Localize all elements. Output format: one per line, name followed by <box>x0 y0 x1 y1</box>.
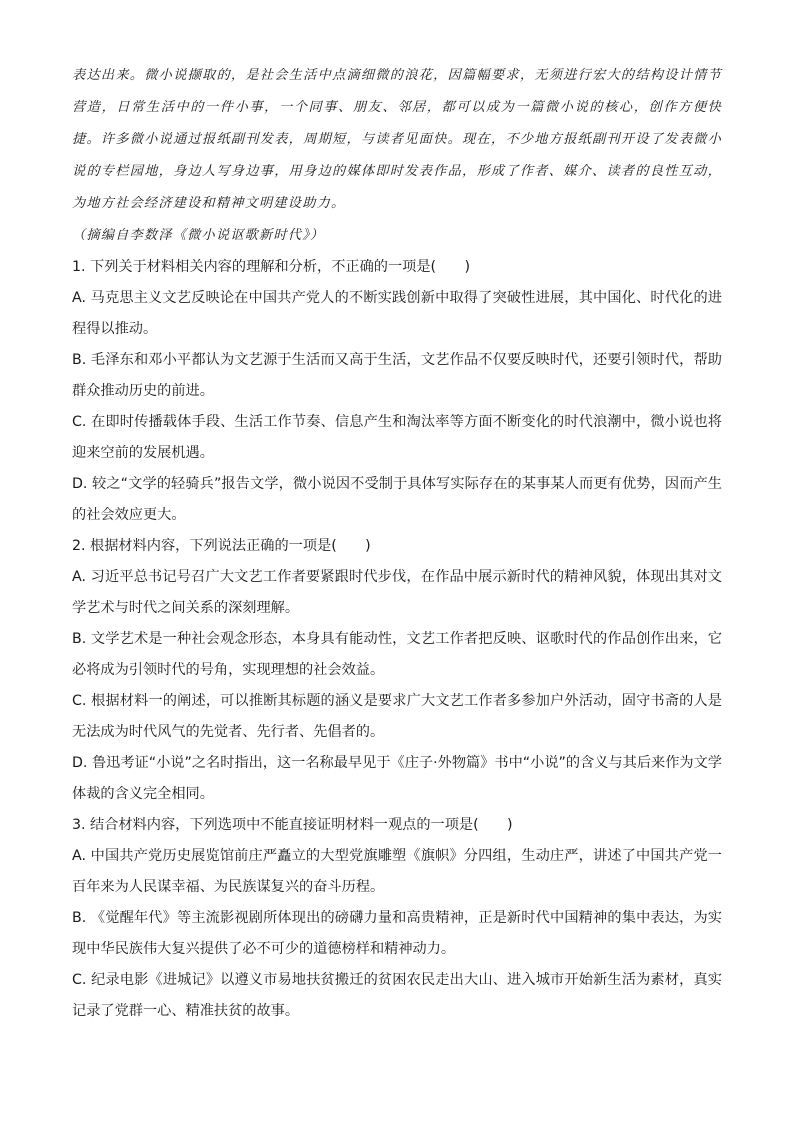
reading-passage <box>72 60 722 252</box>
exam-page <box>72 60 722 1027</box>
option-a: A. 习近平总书记号召广大文艺工作者要紧跟时代步伐，在作品中展示新时代的精神风貌，体现出其对文学艺术与时代之间关系的深刻理解。 <box>72 569 722 616</box>
option-a: A. 中国共产党历史展览馆前庄严矗立的大型党旗雕塑《旗帜》分四组，生动庄严，讲述了中国共产党一百年来为人民谋幸福、为民族谋复兴的奋斗历程。 <box>72 848 722 895</box>
option-c: C. 纪录电影《进城记》以遵义市易地扶贫搬迁的贫困农民走出大山、进入城市开始新生活为素材，真实记录了党群一心、精准扶贫的故事。 <box>72 972 722 1019</box>
option-d: D. 鲁迅考证“小说”之名时指出，这一名称最早见于《庄子·外物篇》书中“小说”的含义与其后来作为文学体裁的含义完全相同。 <box>72 755 722 802</box>
question-stem: 1. 下列关于材料相关内容的理解和分析，不正确的一项是( ) <box>72 259 470 275</box>
option-b: B. 文学艺术是一种社会观念形态，本身具有能动性，文艺工作者把反映、讴歌时代的作品创作出来，它必将成为引领时代的号角，实现理想的社会效益。 <box>72 631 722 678</box>
passage-source-citation: （摘编自李数泽《微小说讴歌新时代》） <box>72 228 325 243</box>
option-c: C. 根据材料一的阐述，可以推断其标题的涵义是要求广大文艺工作者多参加户外活动，固守书斋的人是无法成为时代风气的先觉者、先行者、先倡者的。 <box>72 693 722 740</box>
option-b: B. 《觉醒年代》等主流影视剧所体现出的磅礴力量和高贵精神，正是新时代中国精神的集中表达，为实现中华民族伟大复兴提供了必不可少的道德榜样和精神动力。 <box>72 910 722 957</box>
question-2 <box>72 531 722 810</box>
question-stem: 2. 根据材料内容，下列说法正确的一项是( ) <box>72 538 371 554</box>
question-3 <box>72 810 722 1027</box>
option-d: D. 较之“文学的轻骑兵”报告文学，微小说因不受制于具体写实际存在的某事某人而更有优势，因而产生的社会效应更大。 <box>72 476 722 523</box>
question-stem: 3. 结合材料内容，下列选项中不能直接证明材料一观点的一项是( ) <box>72 817 513 833</box>
option-a: A. 马克思主义文艺反映论在中国共产党人的不断实践创新中取得了突破性进展，其中国化、时代化的进程得以推动。 <box>72 290 722 337</box>
option-b: B. 毛泽东和邓小平都认为文艺源于生活而又高于生活，文艺作品不仅要反映时代，还要引领时代，帮助群众推动历史的前进。 <box>72 352 722 399</box>
passage-paragraph: 表达出来。微小说撷取的，是社会生活中点滴细微的浪花，因篇幅要求，无须进行宏大的结构设计情节营造，日常生活中的一件小事，一个同事、朋友、邻居，都可以成为一篇微小说的核心，创作方便快捷。许多微小说通过报纸副刊发表，周期短，与读者见面快。现在，不少地方报纸副刊开设了发表微小说的专栏园地，身边人写身边事，用身边的媒体即时发表作品，形成了作者、媒介、读者的良性互动，为地方社会经济建设和精神文明建设助力。 <box>72 68 722 211</box>
question-1 <box>72 252 722 531</box>
option-c: C. 在即时传播载体手段、生活工作节奏、信息产生和淘汰率等方面不断变化的时代浪潮中，微小说也将迎来空前的发展机遇。 <box>72 414 722 461</box>
